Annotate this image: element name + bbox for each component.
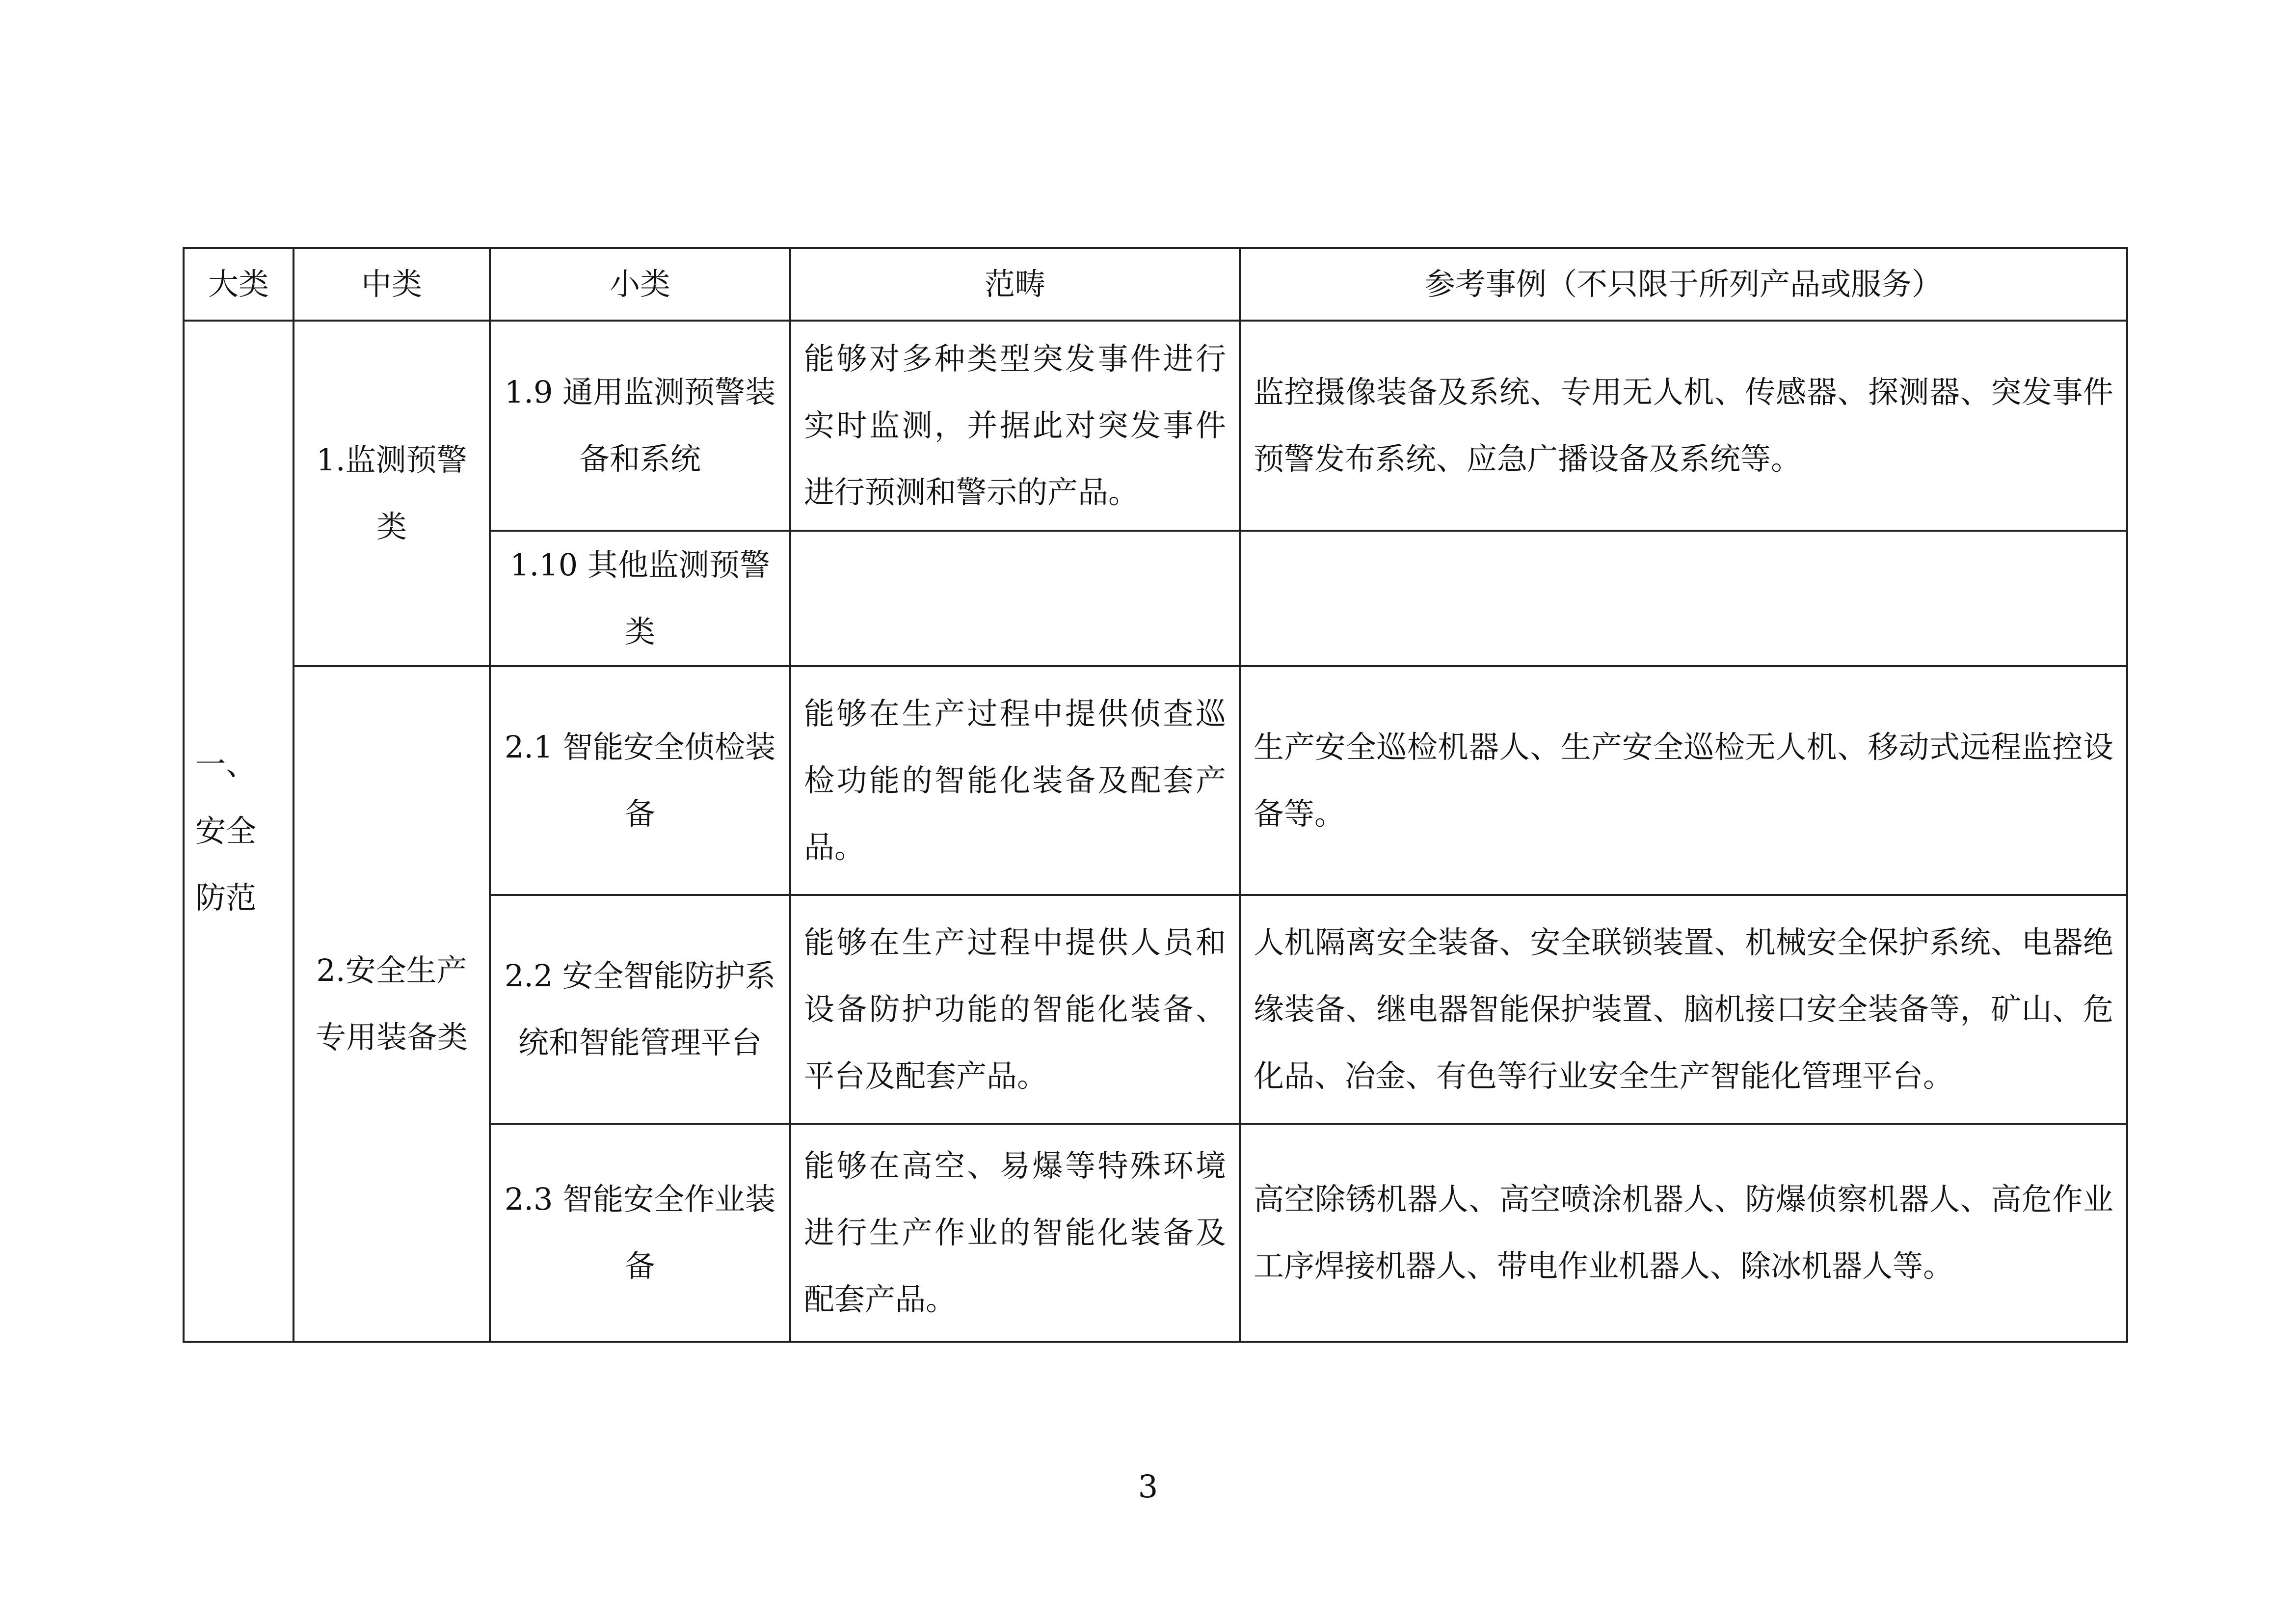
scope-cell: 能够在生产过程中提供侦查巡检功能的智能化装备及配套产品。 bbox=[790, 666, 1240, 895]
examples-cell bbox=[1240, 531, 2127, 666]
examples-cell: 人机隔离安全装备、安全联锁装置、机械安全保护系统、电器绝缘装备、继电器智能保护装置、脑机接口安全装备等，矿山、危化品、冶金、有色等行业安全生产智能化管理平台。 bbox=[1240, 895, 2127, 1124]
minor-category-cell: 2.3 智能安全作业装备 bbox=[490, 1124, 790, 1342]
examples-cell: 监控摄像装备及系统、专用无人机、传感器、探测器、突发事件预警发布系统、应急广播设备及系统等。 bbox=[1240, 321, 2127, 531]
header-minor: 小类 bbox=[490, 248, 790, 321]
category-table bbox=[183, 247, 2128, 1343]
header-major: 大类 bbox=[184, 248, 294, 321]
scope-cell: 能够在生产过程中提供人员和设备防护功能的智能化装备、平台及配套产品。 bbox=[790, 895, 1240, 1124]
scope-cell: 能够对多种类型突发事件进行实时监测，并据此对突发事件进行预测和警示的产品。 bbox=[790, 321, 1240, 531]
examples-cell: 高空除锈机器人、高空喷涂机器人、防爆侦察机器人、高危作业工序焊接机器人、带电作业机器人、除冰机器人等。 bbox=[1240, 1124, 2127, 1342]
major-category-cell: 一、安全防范 bbox=[184, 321, 294, 1342]
minor-category-cell: 1.10 其他监测预警类 bbox=[490, 531, 790, 666]
table-row bbox=[184, 321, 2127, 531]
header-examples: 参考事例（不只限于所列产品或服务） bbox=[1240, 248, 2127, 321]
scope-cell bbox=[790, 531, 1240, 666]
minor-category-cell: 1.9 通用监测预警装备和系统 bbox=[490, 321, 790, 531]
examples-cell: 生产安全巡检机器人、生产安全巡检无人机、移动式远程监控设备等。 bbox=[1240, 666, 2127, 895]
medium-category-cell: 2.安全生产专用装备类 bbox=[294, 666, 490, 1342]
medium-category-cell: 1.监测预警类 bbox=[294, 321, 490, 666]
page-number: 3 bbox=[1138, 1469, 1158, 1505]
table-row bbox=[184, 666, 2127, 895]
table-header-row bbox=[184, 248, 2127, 321]
scope-cell: 能够在高空、易爆等特殊环境进行生产作业的智能化装备及配套产品。 bbox=[790, 1124, 1240, 1342]
header-scope: 范畴 bbox=[790, 248, 1240, 321]
minor-category-cell: 2.1 智能安全侦检装备 bbox=[490, 666, 790, 895]
header-medium: 中类 bbox=[294, 248, 490, 321]
minor-category-cell: 2.2 安全智能防护系统和智能管理平台 bbox=[490, 895, 790, 1124]
